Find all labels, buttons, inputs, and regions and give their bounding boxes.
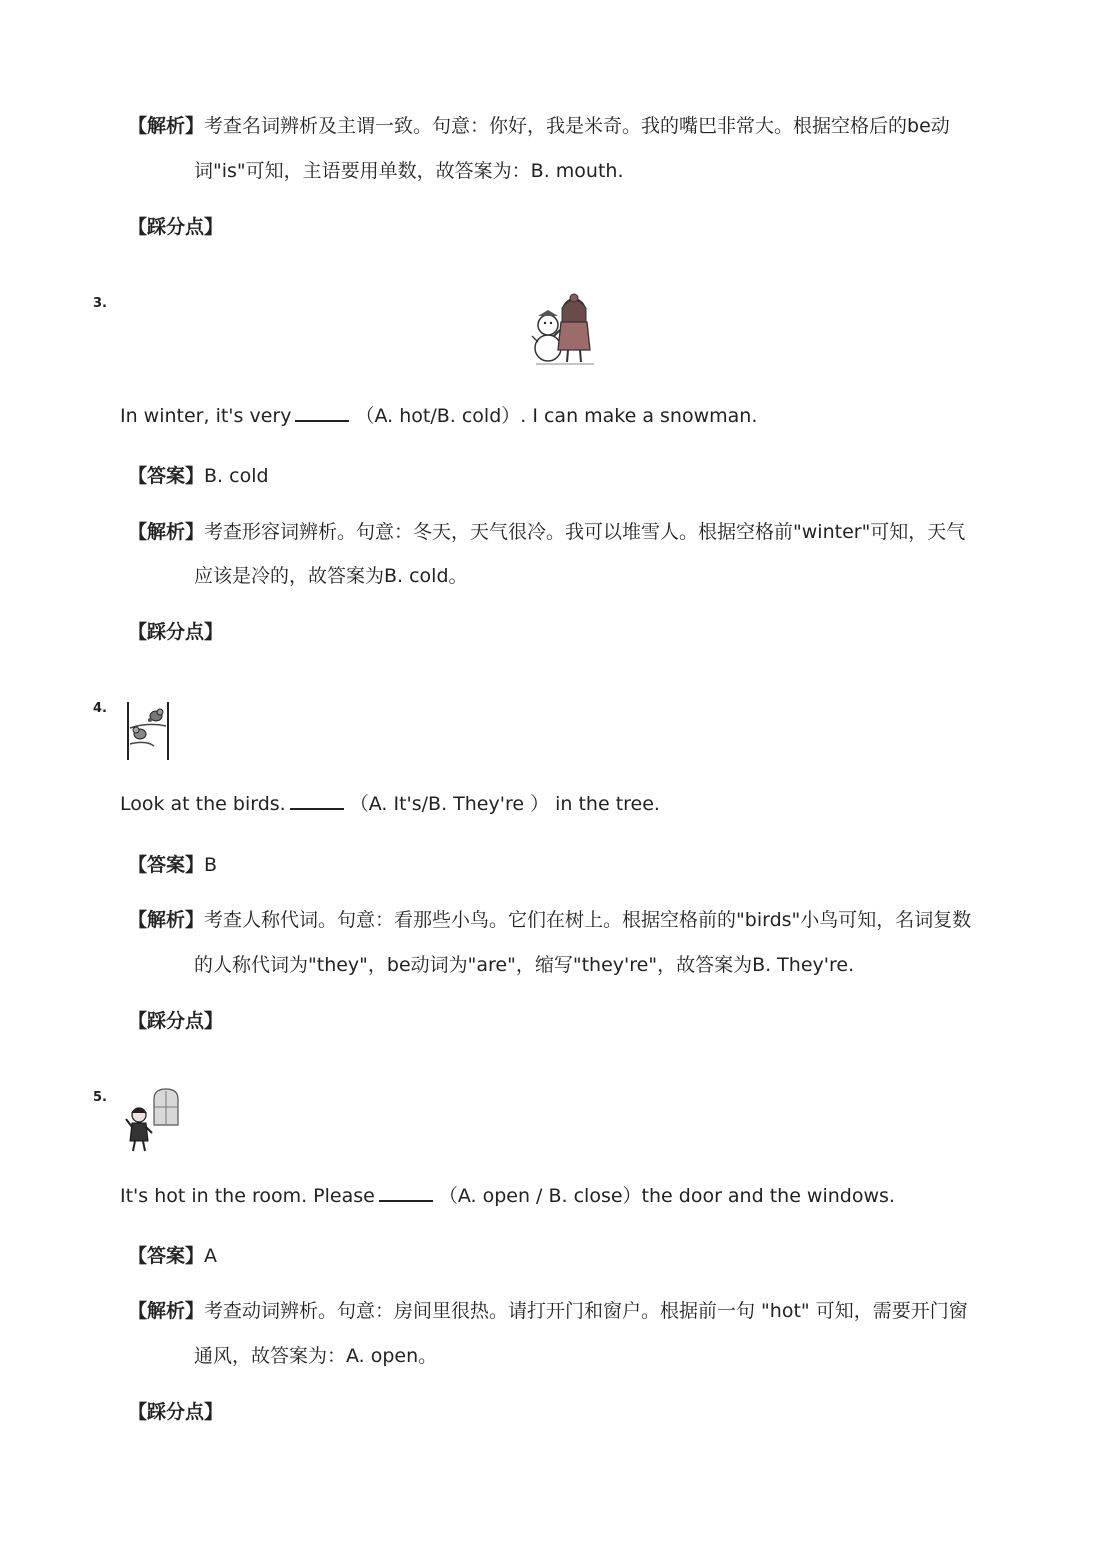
analysis-label: 【解析】 [128, 909, 205, 931]
girl-building-snowman-illustration [528, 292, 600, 368]
q3-answer [128, 464, 269, 488]
analysis-text-line1: 考查名词辨析及主谓一致。句意：你好，我是米奇。我的嘴巴非常大。根据空格后的be动 [204, 115, 950, 137]
q2-points-label: 【踩分点】 [128, 216, 224, 238]
q4-analysis [128, 908, 971, 932]
q4-points-label: 【踩分点】 [128, 1010, 224, 1032]
q4-stem [120, 790, 660, 816]
q4-analysis-line2: 的人称代词为"they"，be动词为"are"，缩写"they're"，故答案为B. They're. [194, 954, 855, 976]
answer-label: 【答案】 [128, 1245, 205, 1267]
q3-analysis-line2: 应该是冷的，故答案为B. cold。 [194, 565, 468, 587]
stem-text-before: It's hot in the room. Please [120, 1185, 375, 1207]
stem-text-after: （A. hot/B. cold）. I can make a snowman. [355, 405, 758, 427]
q2-analysis-line2: 词"is"可知，主语要用单数，故答案为：B. mouth. [194, 160, 624, 182]
analysis-text-line1: 考查形容词辨析。句意：冬天，天气很冷。我可以堆雪人。根据空格前"winter"可知，天气 [204, 521, 966, 543]
q3-stem [120, 402, 757, 428]
q3-number: 3. [93, 296, 107, 311]
q5-number: 5. [93, 1090, 107, 1105]
hot-person-near-window-illustration [124, 1087, 182, 1153]
q5-stem [120, 1182, 895, 1208]
answer-label: 【答案】 [128, 465, 205, 487]
analysis-label: 【解析】 [128, 1300, 205, 1322]
q3-points-label: 【踩分点】 [128, 621, 224, 643]
answer-value: B [204, 854, 218, 876]
answer-label: 【答案】 [128, 854, 205, 876]
analysis-text-line1: 考查人称代词。句意：看那些小鸟。它们在树上。根据空格前的"birds"小鸟可知，名词复数 [204, 909, 972, 931]
q5-analysis [128, 1299, 968, 1323]
answer-blank [379, 1182, 433, 1202]
analysis-label: 【解析】 [128, 521, 205, 543]
birds-in-tree-illustration [124, 700, 174, 762]
analysis-label: 【解析】 [128, 115, 205, 137]
q5-analysis-line2: 通风，故答案为：A. open。 [194, 1345, 438, 1367]
q2-analysis [128, 114, 950, 138]
answer-blank [295, 402, 349, 422]
answer-value: B. cold [204, 465, 269, 487]
q4-number: 4. [93, 701, 107, 716]
stem-text-after: （A. It's/B. They're ） in the tree. [349, 793, 660, 815]
answer-value: A [204, 1245, 218, 1267]
q4-answer [128, 853, 217, 877]
stem-text-before: Look at the birds. [120, 793, 286, 815]
analysis-text-line1: 考查动词辨析。句意：房间里很热。请打开门和窗户。根据前一句 "hot" 可知，需要开门窗 [204, 1300, 968, 1322]
q3-analysis [128, 520, 965, 544]
answer-blank [290, 790, 344, 810]
q5-points-label: 【踩分点】 [128, 1401, 224, 1423]
q5-answer [128, 1244, 217, 1268]
stem-text-before: In winter, it's very [120, 405, 292, 427]
stem-text-after: （A. open / B. close）the door and the windows. [438, 1185, 895, 1207]
